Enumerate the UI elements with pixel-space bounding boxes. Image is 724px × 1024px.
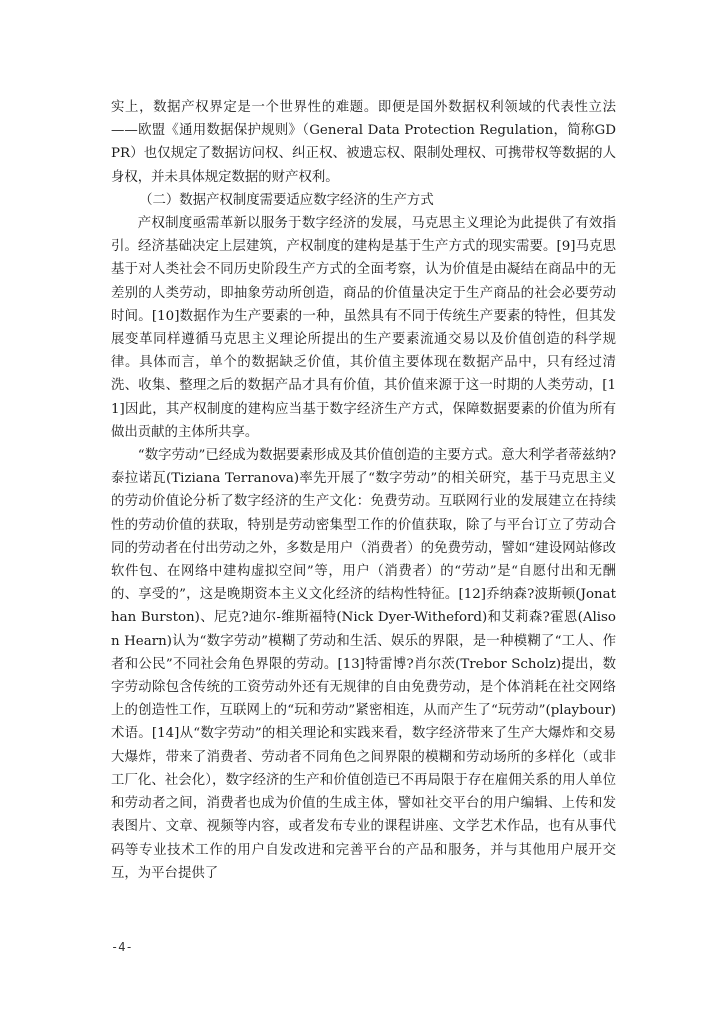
- paragraph-continuation: 实上，数据产权界定是一个世界性的难题。即便是国外数据权利领域的代表性立法——欧盟《通用数据保护规则》（General Data Protection Regulation，简称GDPR）也仅规定了数据访问权、纠正权、被遗忘权、限制处理权、可携带权等数据的人身权，并未具体规定数据的财产权利。: [111, 100, 616, 185]
- section-heading: （二）数据产权制度需要适应数字经济的生产方式: [139, 192, 434, 208]
- body-text: [111, 96, 616, 885]
- page-number: -4-: [111, 940, 133, 954]
- paragraph-property-rights: 产权制度亟需革新以服务于数字经济的发展，马克思主义理论为此提供了有效指引。经济基础决定上层建筑，产权制度的建构是基于生产方式的现实需要。[9]马克思基于对人类社会不同历史阶段生产方式的全面考察，认为价值是由凝结在商品中的无差别的人类劳动，即抽象劳动所创造，商品的价值量决定于生产商品的社会必要劳动时间。[10]数据作为生产要素的一种，虽然具有不同于传统生产要素的特性，但其发展变革同样遵循马克思主义理论所提出的生产要素流通交易以及价值创造的科学规律。具体而言，单个的数据缺乏价值，其价值主要体现在数据产品中，只有经过清洗、收集、整理之后的数据产品才具有价值，其价值来源于这一时期的人类劳动，[11]因此，其产权制度的建构应当基于数字经济生产方式，保障数据要素的价值为所有做出贡献的主体所共享。: [111, 216, 616, 440]
- paragraph-digital-labor: “数字劳动”已经成为数据要素形成及其价值创造的主要方式。意大利学者蒂兹纳?泰拉诺瓦(Tiziana Terranova)率先开展了“数字劳动”的相关研究，基于马克思主义的劳动价值论分析了数字经济的生产文化：免费劳动。互联网行业的发展建立在持续性的劳动价值的获取，特别是劳动密集型工作的价值获取，除了与平台订立了劳动合同的劳动者在付出劳动之外，多数是用户（消费者）的免费劳动，譬如“建设网站修改软件包、在网络中建构虚拟空间”等，用户（消费者）的“劳动”是“自愿付出和无酬的、享受的”，这是晚期资本主义文化经济的结构性特征。[12]乔纳森?波斯顿(Jonathan Burston)、尼克?迪尔-维斯福特(Nick Dyer-Witheford)和艾莉森?霍恩(Alison Hearn)认为“数字劳动”模糊了劳动和生活、娱乐的界限，是一种模糊了“工人、作者和公民”不同社会角色界限的劳动。[13]特雷博?肖尔茨(Trebor Scholz)提出，数字劳动除包含传统的工资劳动外还有无规律的自由免费劳动，是个体消耗在社交网络上的创造性工作，互联网上的“玩和劳动”紧密相连，从而产生了“玩劳动”(playbour)术语。[14]从“数字劳动”的相关理论和实践来看，数字经济带来了生产大爆炸和交易大爆炸，带来了消费者、劳动者不同角色之间界限的模糊和劳动场所的多样化（或非工厂化、社会化），数字经济的生产和价值创造已不再局限于存在雇佣关系的用人单位和劳动者之间，消费者也成为价值的生成主体，譬如社交平台的用户编辑、上传和发表图片、文章、视频等内容，或者发布专业的课程讲座、文学艺术作品，也有从事代码等专业技术工作的用户自发改进和完善平台的产品和服务，并与其他用户展开交互，为平台提供了: [111, 448, 616, 881]
